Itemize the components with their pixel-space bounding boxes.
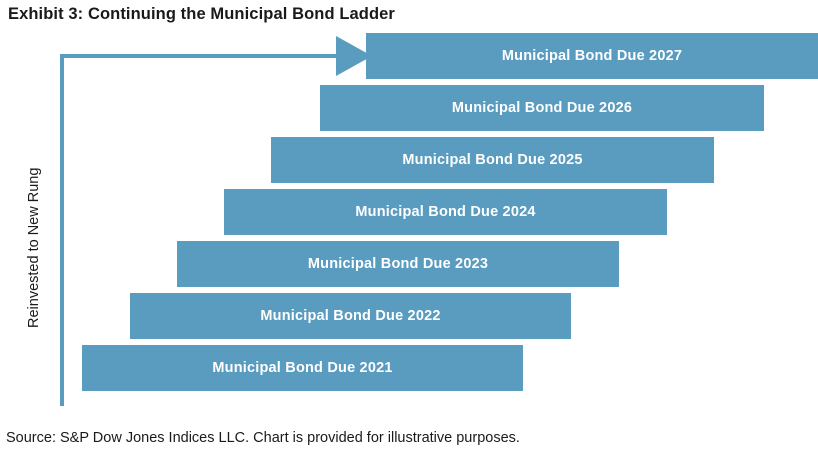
y-axis-label: Reinvested to New Rung	[26, 167, 42, 328]
bar-label: Municipal Bond Due 2025	[402, 152, 583, 168]
bar-label: Municipal Bond Due 2023	[307, 256, 489, 272]
bar-municipal-bond-due-2026	[320, 85, 764, 131]
bar-municipal-bond-due-2025	[271, 137, 714, 183]
bar-label: Municipal Bond Due 2027	[501, 48, 683, 64]
page-title: Exhibit 3: Continuing the Municipal Bond Ladder	[8, 5, 395, 23]
bar-label: Municipal Bond Due 2026	[451, 100, 633, 116]
bar-group	[0, 28, 818, 423]
bar-label: Municipal Bond Due 2024	[355, 204, 536, 220]
bar-municipal-bond-due-2023	[177, 241, 619, 287]
bar-municipal-bond-due-2022	[130, 293, 571, 339]
bond-ladder-diagram	[0, 28, 818, 423]
bar-municipal-bond-due-2027	[366, 33, 818, 79]
source-note: Source: S&P Dow Jones Indices LLC. Chart is provided for illustrative purposes.	[6, 430, 520, 446]
bar-municipal-bond-due-2021	[82, 345, 523, 391]
bar-label: Municipal Bond Due 2022	[260, 308, 441, 324]
bar-municipal-bond-due-2024	[224, 189, 667, 235]
bar-label: Municipal Bond Due 2021	[212, 360, 393, 376]
